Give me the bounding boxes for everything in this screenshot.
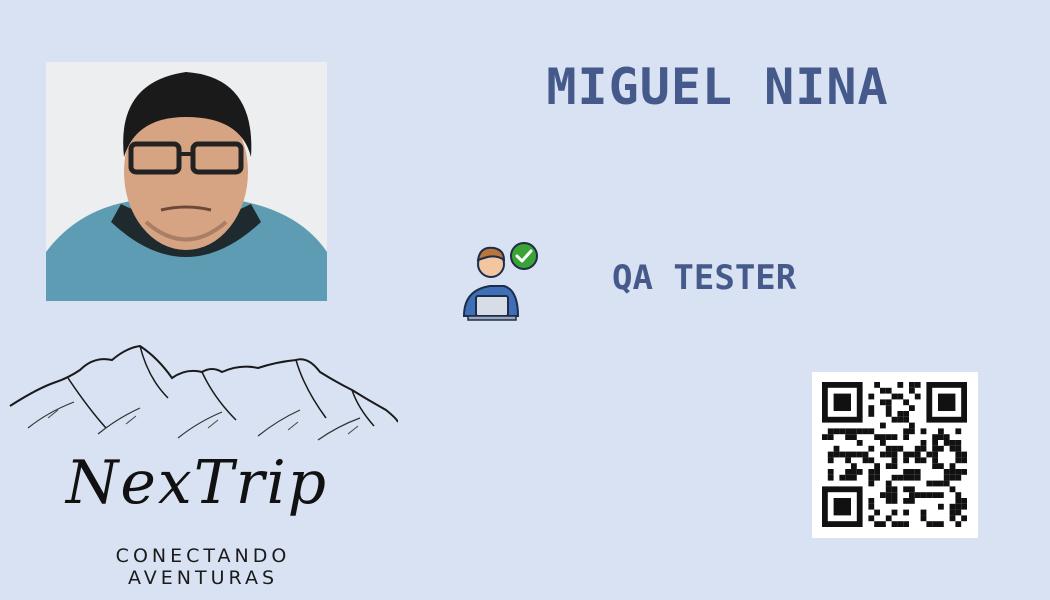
person-name: MIGUEL NINA <box>546 58 889 116</box>
brand-name: NexTrip <box>65 448 329 518</box>
qa-tester-icon <box>458 240 542 322</box>
mountains-illustration-icon <box>8 338 398 450</box>
job-title: QA TESTER <box>612 258 797 298</box>
brand-tagline: CONECTANDO AVENTURAS <box>115 545 291 589</box>
qr-code-icon <box>812 372 978 538</box>
person-photo-icon <box>46 62 327 301</box>
profile-photo <box>46 62 327 301</box>
